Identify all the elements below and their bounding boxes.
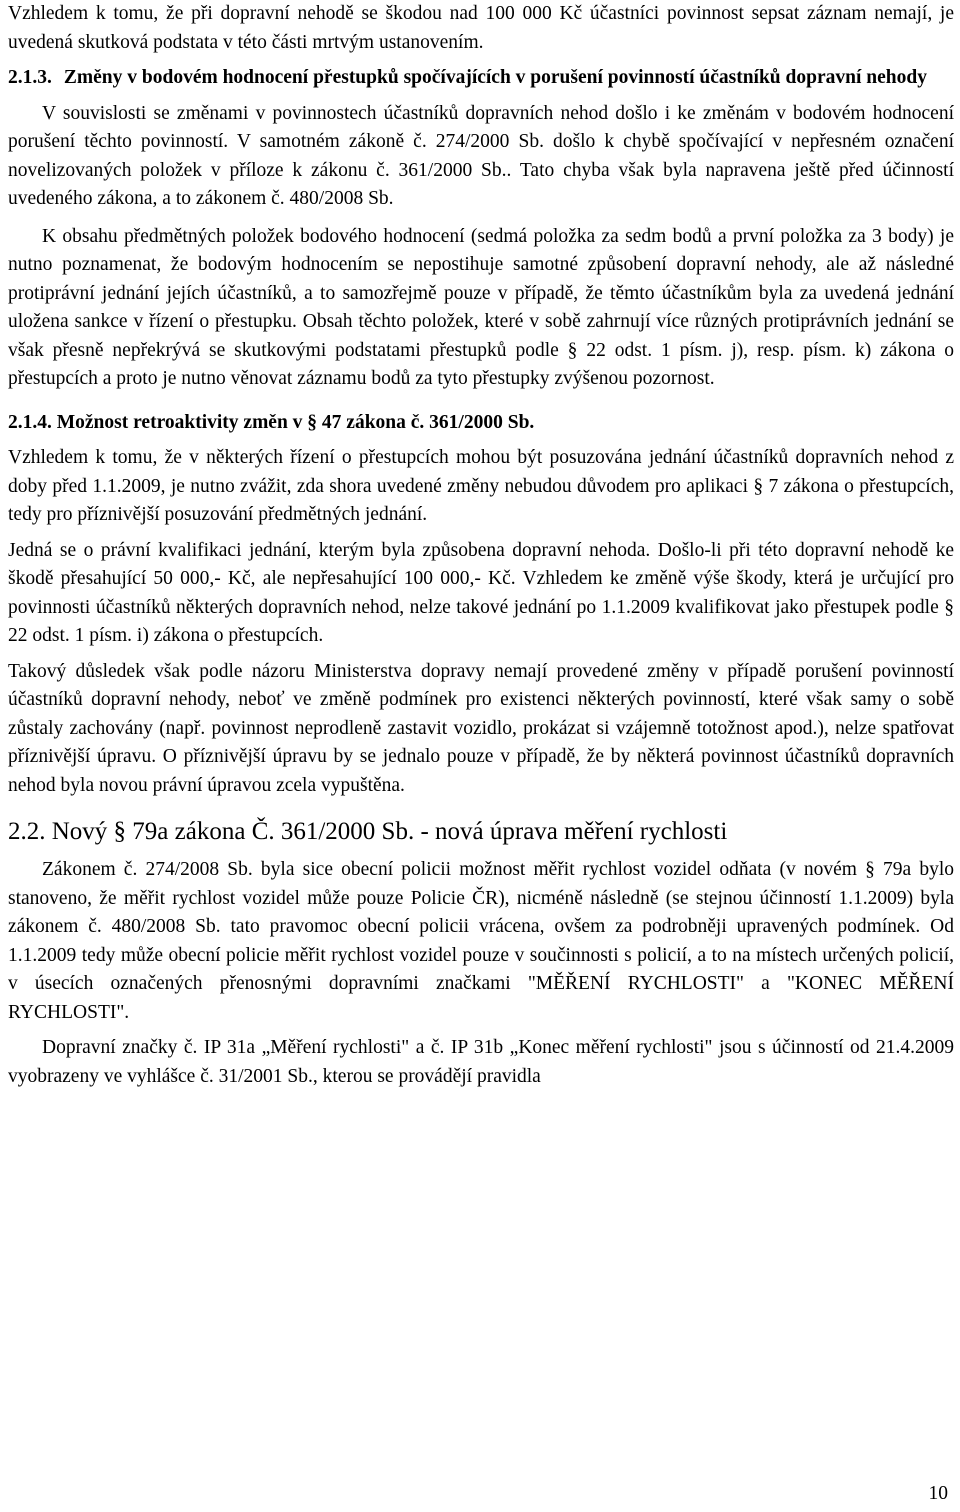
paragraph-2-1-4-1: Vzhledem k tomu, že v některých řízení o přestupcích mohou být posuzována jednání účastníků dopravních nehod z doby před 1.1.2009, je nutno zvážit, zda shora uvedené změny nebudou důvodem pro aplikaci § 7 zákona o přestupcích, tedy pro příznivější posuzování předmětných jednání. [8,447,954,525]
paragraph-2-1-3-2: K obsahu předmětných položek bodového hodnocení (sedmá položka za sedm bodů a první položka za 3 body) je nutno poznamenat, že bodovým hodnocením se nepostihuje samotné způsobení dopravní nehody, ale až následné protiprávní jednání jejích účastníků, a to samozřejmě pouze v případě, že těmto účastníkům byla za uvedená jednání uložena sankce v řízení o přestupku. Obsah těchto položek, které v sobě zahrnují více různých protiprávních jednání se však přesně nepřekrývá se skutkovými podstatami přestupků podle § 22 odst. 1 písm. j), resp. písm. k) zákona o přestupcích a proto je nutno věnovat záznamu bodů za tyto přestupky zvýšenou pozornost. [8,225,954,389]
section-2-1-3-title: Změny v bodovém hodnocení přestupků spočívajících v porušení povinností účastníků dopravní nehody [63,67,927,88]
paragraph-2-1-4-2: Jedná se o právní kvalifikaci jednání, kterým byla způsobena dopravní nehoda. Došlo-li při této dopravní nehodě ke škodě přesahující 50 000,- Kč, ale nepřesahující 100 000,- Kč. Vzhledem ke změně výše škody, která je určující pro povinnosti účastníků některých dopravních nehod, nelze takové jednání po 1.1.2009 kvalifikovat jako přestupek podle § 22 odst. 1 písm. i) zákona o přestupcích. [8,539,954,646]
paragraph-2-1-4-3: Takový důsledek však podle názoru Ministerstva dopravy nemají provedené změny v případě porušení povinností účastníků dopravní nehody, neboť ve změně podmínek pro existenci některých povinností, které však samy o sobě zůstaly zachovány (např. povinnost neprodleně zastavit vozidlo, prokázat si vzájemně totožnost apod.), nelze spatřovat příznivější úpravu. O příznivější úpravu by se jednalo pouze v případě, že by některá povinnost účastníků dopravních nehod byla novou právní úpravou zcela vypuštěna. [8,660,954,796]
paragraph-2-2-1: Zákonem č. 274/2008 Sb. byla sice obecní policii možnost měřit rychlost vozidel odňata (v novém § 79a bylo stanoveno, že měřit rychlost vozidel může pouze Policie ČR), nicméně následně (se stejnou účinností 1.1.2009) byla zákonem č. 480/2008 Sb. tato pravomoc obecní policii vrácena, ovšem za podrobněji upravených podmínek. Od 1.1.2009 tedy může obecní policie měřit rychlost vozidel pouze v součinnosti s policií, a to na místech určených policií, v úsecích označených přenosnými dopravními značkami "MĚŘENÍ RYCHLOSTI" a "KONEC MĚŘENÍ RYCHLOSTI". [8,859,954,1023]
section-2-1-4-heading: 2.1.4. Možnost retroaktivity změn v § 47 zákona č. 361/2000 Sb. [8,411,535,433]
page-number: 10 [928,1483,948,1504]
section-2-1-3-number: 2.1.3. [8,67,52,88]
paragraph-intro: Vzhledem k tomu, že při dopravní nehodě se škodou nad 100 000 Kč účastníci povinnost sepsat záznam nemají, je uvedená skutková podstata v této části mrtvým ustanovením. [8,3,954,53]
section-2-1-3-heading [8,64,954,93]
document-page [8,0,954,1091]
paragraph-2-1-3-1: V souvislosti se změnami v povinnostech účastníků dopravních nehod došlo i ke změnám v bodovém hodnocení porušení těchto povinností. V samotném zákoně č. 274/2000 Sb. došlo k chybě spočívající v nepřesném označení novelizovaných položek v příloze k zákonu č. 361/2000 Sb.. Tato chyba však byla napravena ještě před účinností uvedeného zákona, a to zákonem č. 480/2008 Sb. [8,102,954,209]
paragraph-2-2-2: Dopravní značky č. IP 31a „Měření rychlosti" a č. IP 31b „Konec měření rychlosti" jsou s účinností od 21.4.2009 vyobrazeny ve vyhlášce č. 31/2001 Sb., kterou se provádějí pravidla [8,1037,954,1087]
section-2-2-heading: 2.2. Nový § 79a zákona Č. 361/2000 Sb. - nová úprava měření rychlosti [8,818,728,845]
